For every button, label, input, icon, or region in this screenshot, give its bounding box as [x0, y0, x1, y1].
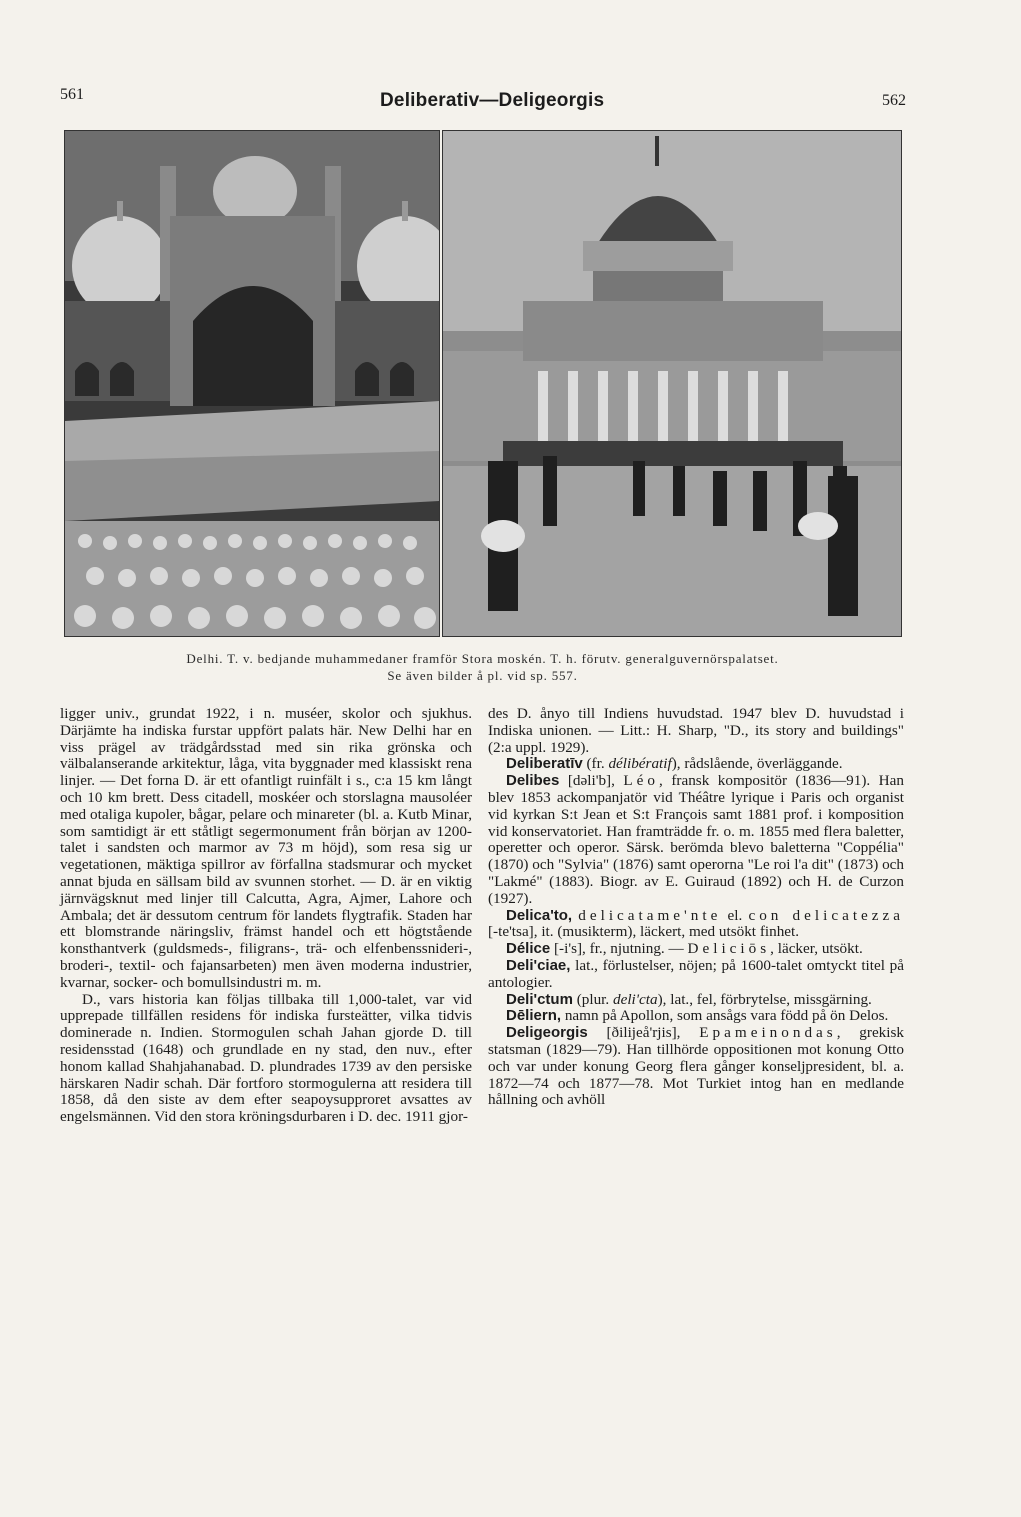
page-number-left: 561 [60, 86, 84, 103]
entry-headword: Deli'ctum [506, 990, 573, 1008]
delhi-history-paragraph: D., vars historia kan följas tillbaka till 1,000-talet, var vid upprepade tillfällen residens för indiska fursteätter, vilka tidvis dominerade n. Indien. Stormogulen schah Jahan gjorde D. till residensstad (1648) och grundlade en ny stad, den nuv., efter honom kallad Shahjahanabad. D. plundrades 1739 av den persiske härskaren Nadir schah. Där fortforo stormogulerna att residera till 1858, då den siste av dem efter seapoysupproret avsattes av engelsmännen. Vid den stora kröningsdurbaren i D. dec. 1911 gjor- [60, 990, 472, 1126]
entry-deliern: Dēliern, namn på Apollon, som ansågs vara född på ön Delos. [506, 1007, 889, 1025]
entry-deliberativ: Deliberatīv (fr. délibératif), rådslående, överläggande. [506, 755, 843, 773]
entry-headword: Deligeorgis [506, 1024, 588, 1042]
entry-headword: Delibes [506, 772, 560, 790]
entry-headword: Delica'to, [506, 906, 573, 924]
entry-deliciae: Deli'ciae, lat., förlustelser, nöjen; på 1600-talet omtyckt titel på antologier. [488, 956, 904, 991]
page-header [60, 86, 906, 112]
photo-caption [60, 650, 905, 684]
palace-photo [442, 130, 902, 637]
right-column [488, 706, 904, 1109]
palace-illustration [443, 131, 901, 636]
entry-headword: Dēliern, [506, 1007, 562, 1025]
left-column [60, 706, 472, 1126]
entry-delictum: Deli'ctum (plur. deli'cta), lat., fel, förbrytelse, missgärning. [506, 990, 872, 1008]
mosque-photo [64, 130, 440, 637]
entry-delibes: Delibes [dəli'b], Léo, fransk kompositör (1836—91). Han blev 1853 ackompanjatör vid Théâtre lyrique i Paris och organist vid kyrkan S:t Jean et S:t François samt 1881 prof. i komposition vid konservatoriet. Han framträdde fr. o. m. 1855 med flera baletter, operetter och operor. Särsk. berömda blevo baletterna "Coppélia" (1870) och "Sylvia" (1876) samt operorna "Le roi l'a dit" (1873) och "Lakmé" (1883). Biogr. av E. Guiraud (1892) och H. de Curzon (1927). [488, 772, 904, 907]
entry-headword: Deli'ciae, [506, 956, 571, 974]
running-head: Deliberativ—Deligeorgis [380, 90, 605, 111]
entry-delicato: Delica'to, delicatame'nte el. con delicatezza [-te'tsa], it. (musikterm), läckert, med utsökt finhet. [488, 906, 904, 941]
caption-line-1: Delhi. T. v. bedjande muhammedaner framför Stora moskén. T. h. förutv. generalguvernörspalatset. [186, 651, 779, 666]
entry-delice: Délice [-i's], fr., njutning. — Deliciōs, läcker, utsökt. [506, 940, 863, 958]
page-number-right: 562 [882, 92, 906, 109]
delhi-text-end: des D. ånyo till Indiens huvudstad. 1947 blev D. huvudstad i Indiska unionen. — Litt.: H. Sharp, "D., its story and buildings" (2:a uppl. 1929). [488, 705, 904, 756]
entry-headword: Deliberatīv [506, 755, 583, 773]
entry-deligeorgis: Deligeorgis [ðilijeå'rjis], Epameinondas, grekisk statsman (1829—79). Han tillhörde oppositionen mot konung Otto och var under konung Georg flera gånger konseljpresident, bl. a. 1872—74 och 1877—78. Mot Turkiet intog han en medlande hållning och avhöll [488, 1024, 904, 1109]
caption-line-2: Se även bilder å pl. vid sp. 557. [387, 668, 578, 683]
entry-headword: Délice [506, 940, 551, 958]
delhi-text-continued: ligger univ., grundat 1922, i n. muséer, skolor och sjukhus. Därjämte ha indiska furstar uppfört palats här. New Delhi har en viss prägel av trädgårdsstad med sin rika grönska och välbalanserande arkitektur, låga, vita byggnader med klassiskt rena linjer. — Det forna D. är ett ofantligt ruinfält i s., c:a 15 km långt och 10 km brett. Dess citadell, moskéer och storslagna mausoléer med otaliga kupoler, bågar, pelare och minareter (bl. a. Kutb Minar, som samtidigt är ett ståtligt segermonument från början av 1200-talet i sandsten och marmor av 73 m höjd), som resa sig ur vegetationen, mäktiga spillror av förfallna stadsmurar och mycket annat bjuda en sällsam bild av svunnen storhet. — D. är en viktig järnvägsknut med linjer till Calcutta, Agra, Ajmer, Lahore och Ambala; det är dessutom centrum för landets flygtrafik. Staden har ett blomstrande näringsliv, främst handel och ett högtstående konsthantverk (guldsmeds-, filigrans-, trä- och elfenbenssnideri-, broderi-, textil- och fajansarbeten) men även moderna industrier, kvarnar, socker- och bomullsindustri m. m. [60, 705, 472, 991]
mosque-illustration [65, 131, 439, 636]
